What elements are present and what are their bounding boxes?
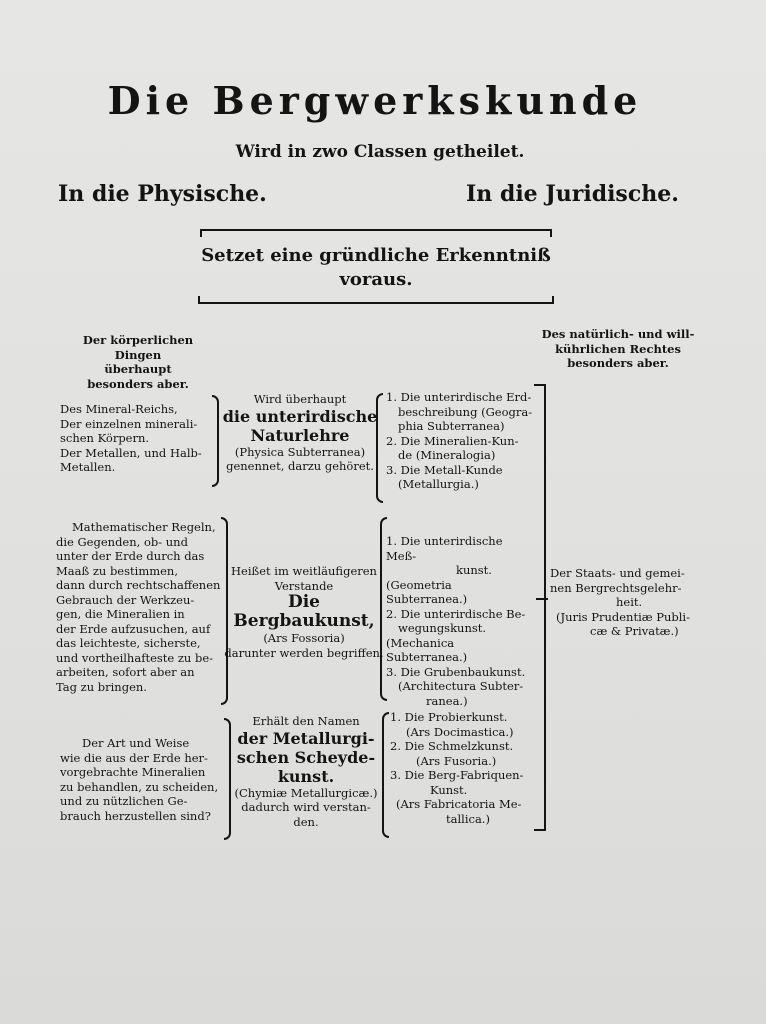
- bottom-rule-left-tick: [198, 296, 200, 304]
- part-line: (Ars Fabricatoria Me-: [396, 797, 522, 811]
- subject-line: der Erde aufzusuchen, auf: [56, 621, 211, 636]
- part-line: wegungskunst.: [398, 621, 487, 635]
- part-line: Kunst.: [430, 782, 468, 797]
- top-rule: [200, 229, 552, 231]
- juridical-line: heit.: [616, 595, 643, 609]
- right-brace-bottom-tick: [534, 829, 546, 831]
- science-name: Die Bergbaukunst,: [233, 592, 375, 631]
- subject-line: schen Körpern.: [60, 431, 150, 445]
- subject-line: das leichteste, sicherste,: [56, 636, 201, 650]
- class-juridical: In die Juridische.: [466, 181, 679, 207]
- right-brace-middle-tick: [536, 598, 548, 600]
- science-name: schen Scheyde-: [236, 747, 376, 767]
- part-line: (Ars Docimastica.): [406, 724, 514, 739]
- document-subtitle: Wird in zwo Classen getheilet.: [235, 142, 525, 162]
- subject-line: Maaß zu bestimmen,: [56, 563, 178, 578]
- juridical-latin: (Juris Prudentiæ Publi-: [556, 609, 690, 624]
- right-header-line: besonders aber.: [567, 356, 669, 370]
- science-latin: (Chymiæ Metallurgicæ.): [234, 785, 378, 800]
- part-line: 3. Die Berg-Fabriquen-: [390, 768, 524, 782]
- part-line: 2. Die unterirdische Be-: [386, 606, 526, 621]
- part-line: 1. Die unterirdische Erd-: [386, 390, 532, 404]
- subject-line: Tag zu bringen.: [56, 679, 147, 694]
- part-line: phia Subterranea): [398, 419, 505, 433]
- left-header-line: überhaupt: [104, 362, 172, 376]
- prerequisite-line: voraus.: [339, 269, 413, 290]
- subject-line: Der einzelnen minerali-: [60, 416, 198, 431]
- science-intro: Wird überhaupt: [253, 392, 347, 406]
- part-line: (Ars Fusoria.): [416, 753, 497, 768]
- row3-science: [228, 714, 384, 829]
- part-line: (Mechanica Subterranea.): [386, 635, 468, 664]
- subject-line: Des Mineral-Reichs,: [60, 402, 178, 416]
- bottom-rule: [198, 302, 554, 304]
- part-line: beschreibung (Geogra-: [398, 404, 533, 419]
- left-header: [58, 333, 218, 391]
- part-line: 2. Die Mineralien-Kun-: [386, 433, 519, 448]
- subject-line: Der Art und Weise: [82, 736, 190, 750]
- part-line: 1. Die Probierkunst.: [390, 710, 508, 724]
- document-title: Die Bergwerkskunde: [107, 78, 643, 123]
- juridical-line: Der Staats- und gemei-: [550, 566, 685, 580]
- subject-line: Der Metallen, und Halb-: [60, 445, 202, 460]
- prerequisite-text: [200, 244, 552, 292]
- left-header-line: Der körperlichen Dingen: [82, 333, 194, 362]
- subject-line: zu behandlen, zu scheiden,: [60, 779, 219, 794]
- science-intro: Erhält den Namen: [252, 714, 360, 728]
- row3-parts-brace: [382, 712, 389, 838]
- row3-parts: [390, 710, 540, 826]
- science-name: kunst.: [277, 766, 335, 786]
- right-header-line: Des natürlich- und will-: [541, 327, 695, 341]
- subject-line: und zu nützlichen Ge-: [60, 794, 188, 808]
- science-outro: den.: [293, 814, 319, 829]
- right-brace-top-tick: [534, 384, 546, 386]
- part-line: kunst.: [456, 563, 492, 577]
- subject-line: wie die aus der Erde her-: [60, 750, 208, 765]
- prerequisite-line: Setzet eine gründliche Erkenntniß: [201, 245, 551, 266]
- subject-line: Metallen.: [60, 460, 116, 474]
- part-line: (Geometria Subterranea.): [386, 577, 468, 606]
- science-latin: (Physica Subterranea): [234, 444, 366, 459]
- subject-line: dann durch rechtschaffenen: [56, 578, 221, 592]
- row1-parts: [386, 390, 536, 492]
- part-line: de (Mineralogia): [398, 448, 496, 462]
- row1-subject: [60, 402, 216, 475]
- part-line: (Metallurgia.): [398, 477, 479, 491]
- part-line: 1. Die unterirdische Meß-: [386, 534, 503, 563]
- row1-subject-brace: [212, 395, 219, 487]
- subject-line: die Gegenden, ob- und: [56, 534, 188, 549]
- part-line: tallica.): [446, 811, 490, 826]
- row1-science: [222, 392, 378, 474]
- part-line: 2. Die Schmelzkunst.: [390, 739, 514, 753]
- subject-line: unter der Erde durch das: [56, 549, 205, 563]
- bottom-rule-right-tick: [552, 296, 554, 304]
- row3-subject: [60, 736, 226, 823]
- part-line: 3. Die Grubenbaukunst.: [386, 664, 526, 679]
- science-intro: Heißet im weitläufigeren: [231, 564, 377, 578]
- part-line: 3. Die Metall-Kunde: [386, 462, 503, 477]
- subject-line: Gebrauch der Werkzeu-: [56, 592, 195, 607]
- row2-science: [224, 564, 384, 660]
- top-rule-right-tick: [550, 229, 552, 237]
- subject-line: arbeiten, sofort aber an: [56, 665, 195, 679]
- science-outro: genennet, darzu gehöret.: [226, 459, 374, 473]
- right-header: [534, 327, 702, 371]
- science-name: Naturlehre: [250, 425, 350, 445]
- part-line: (Architectura Subter-: [398, 679, 524, 693]
- science-outro: dadurch wird verstan-: [241, 800, 371, 814]
- part-line: ranea.): [426, 693, 468, 708]
- row2-subject: [56, 520, 224, 694]
- science-outro: darunter werden begriffen.: [224, 645, 384, 660]
- science-latin: (Ars Fossoria): [263, 631, 345, 645]
- subject-line: Mathematischer Regeln,: [72, 520, 216, 534]
- right-header-line: kührlichen Rechtes: [555, 341, 681, 356]
- subject-line: gen, die Mineralien in: [56, 607, 185, 621]
- science-intro: Verstande: [274, 578, 334, 593]
- left-header-line: besonders aber.: [87, 376, 189, 391]
- top-rule-left-tick: [200, 229, 202, 237]
- row2-parts: [386, 534, 536, 708]
- subject-line: vorgebrachte Mineralien: [60, 765, 206, 779]
- juridical-line: nen Bergrechtsgelehr-: [550, 580, 682, 595]
- subject-line: und vortheilhafteste zu be-: [56, 650, 214, 665]
- juridical-latin: cæ & Privatæ.): [590, 624, 679, 638]
- subject-line: brauch herzustellen sind?: [60, 808, 211, 823]
- science-name: die unterirdische: [222, 406, 378, 426]
- row1-parts-brace: [376, 393, 383, 503]
- science-name: der Metallurgi-: [237, 728, 375, 748]
- right-main-brace: [544, 384, 546, 830]
- class-physical: In die Physische.: [58, 181, 267, 207]
- juridical-text: [550, 566, 710, 639]
